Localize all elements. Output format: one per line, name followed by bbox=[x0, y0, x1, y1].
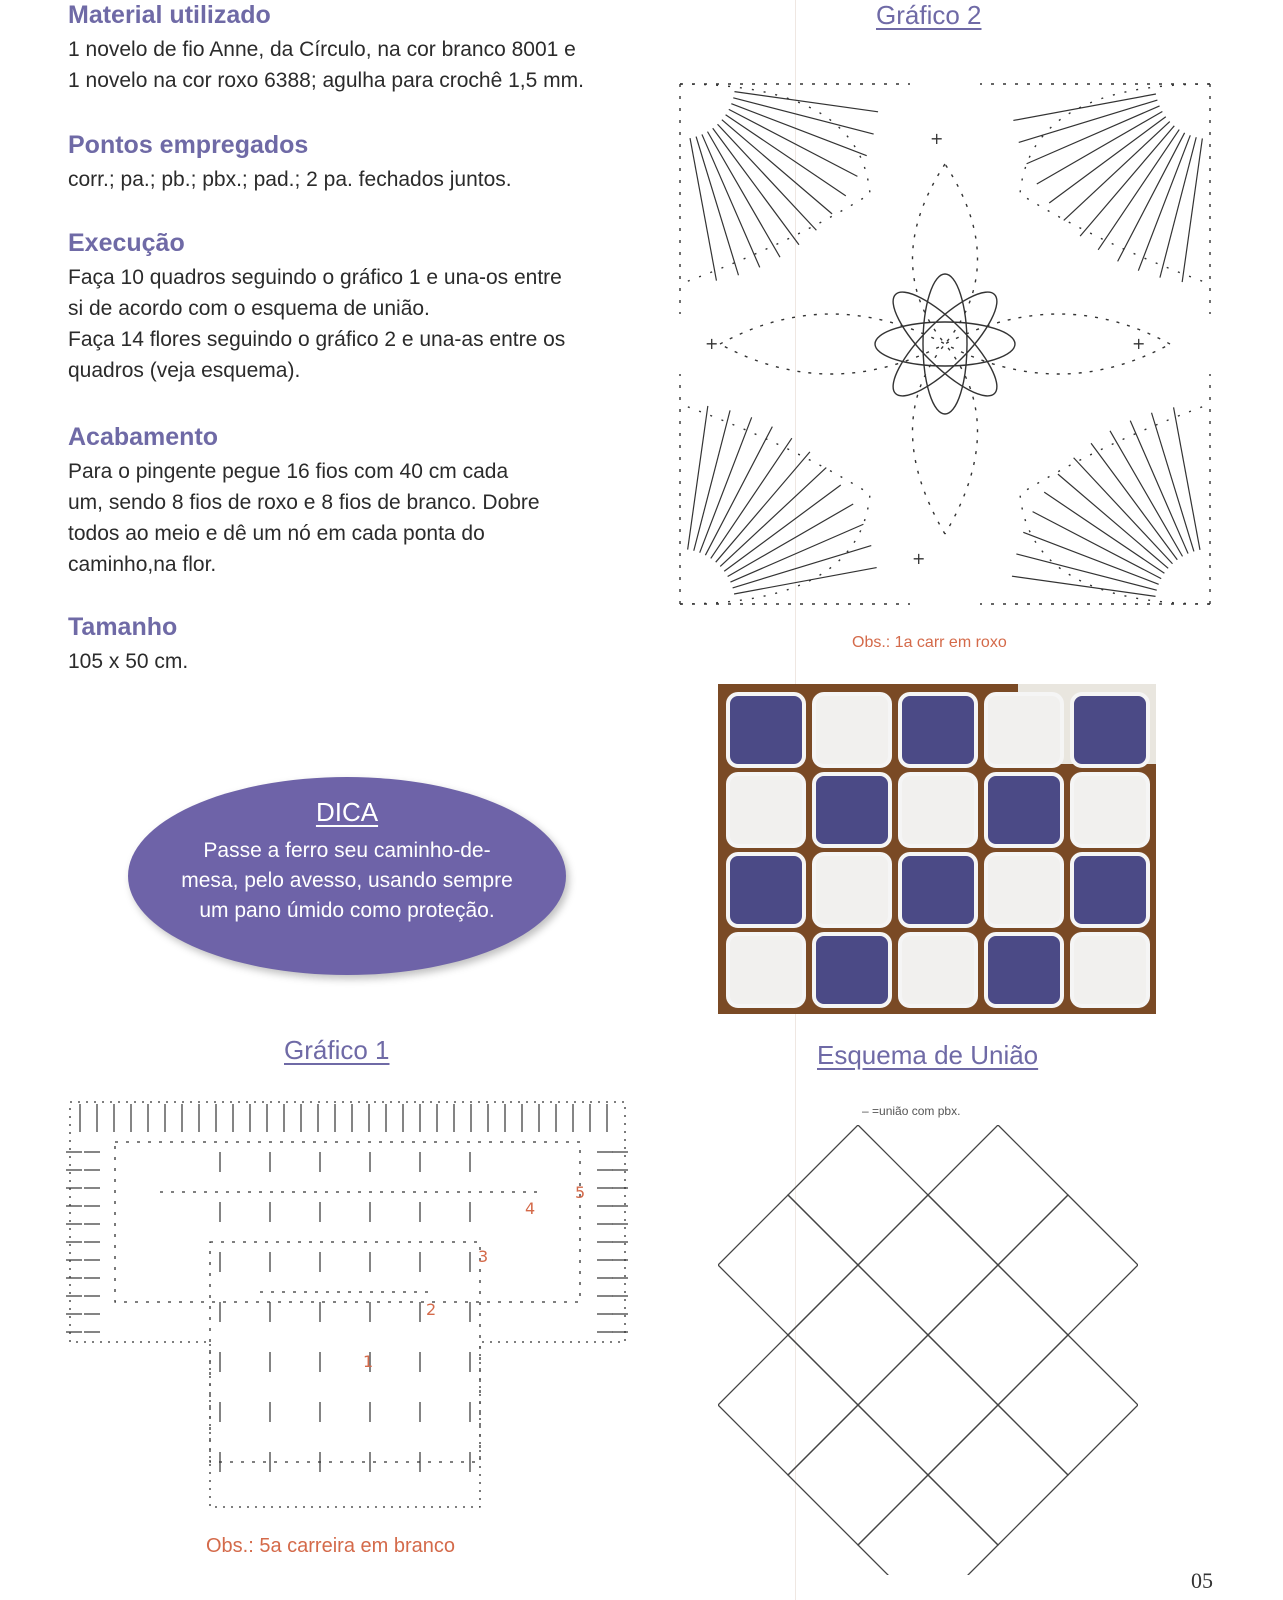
page-number: 05 bbox=[1191, 1568, 1213, 1593]
photo-purple-square bbox=[814, 934, 890, 1006]
symbol-plus: + bbox=[705, 334, 719, 353]
text-line: 105 x 50 cm. bbox=[68, 650, 189, 673]
stitch-line bbox=[726, 115, 846, 196]
dica-text: Passe a ferro seu caminho-de-mesa, pelo avesso, usando sempre um pano úmido como proteção. bbox=[181, 839, 513, 922]
square-motif bbox=[998, 1335, 1138, 1475]
photo-white-flower bbox=[900, 934, 976, 1006]
esquema-title: Esquema de União bbox=[817, 1040, 1039, 1070]
photo-purple-square bbox=[986, 774, 1062, 846]
crochet-photo bbox=[718, 684, 1156, 1014]
stitch-line bbox=[1110, 431, 1183, 557]
flower-motif bbox=[718, 1195, 858, 1335]
stitch-line bbox=[694, 410, 730, 550]
text-line: caminho,na flor. bbox=[68, 553, 217, 576]
grafico-2-title: Gráfico 2 bbox=[876, 0, 982, 30]
text-line: si de acordo com o esquema de união. bbox=[68, 297, 430, 320]
stitch-line bbox=[1064, 122, 1170, 221]
flower-motif bbox=[998, 1195, 1138, 1335]
photo-purple-square bbox=[986, 934, 1062, 1006]
crochet-photo-illustration bbox=[718, 684, 1156, 1014]
photo-white-flower bbox=[986, 694, 1062, 766]
square-motif bbox=[718, 1335, 858, 1475]
section-execucao bbox=[68, 228, 628, 386]
stitch-line bbox=[1012, 576, 1156, 596]
photo-purple-square bbox=[1072, 854, 1148, 926]
section-pontos bbox=[68, 130, 628, 195]
section-body bbox=[68, 262, 628, 386]
row-number: 5 bbox=[575, 1183, 586, 1202]
stitch-line bbox=[720, 468, 826, 567]
text-line: todos ao meio e dê um nó em cada ponta do bbox=[68, 522, 485, 545]
photo-purple-square bbox=[814, 774, 890, 846]
stitch-line bbox=[733, 98, 873, 134]
text-line: corr.; pa.; pb.; pbx.; pad.; 2 pa. fechados juntos. bbox=[68, 168, 512, 191]
stitch-line bbox=[1160, 137, 1196, 277]
photo-white-flower bbox=[1072, 774, 1148, 846]
stitch-line bbox=[1049, 117, 1166, 203]
square-motif bbox=[858, 1195, 998, 1335]
stitch-line bbox=[718, 124, 817, 230]
fan-top-left bbox=[680, 84, 910, 314]
row-number: 4 bbox=[525, 1199, 536, 1218]
text-line: Para o pingente pegue 16 fios com 40 cm cada bbox=[68, 460, 509, 483]
text-line: Faça 10 quadros seguindo o gráfico 1 e una-os entre bbox=[68, 266, 562, 289]
row-number: 3 bbox=[478, 1247, 489, 1266]
row-number: 2 bbox=[426, 1300, 437, 1319]
stitch-line bbox=[711, 438, 792, 558]
stitch-line bbox=[1044, 492, 1164, 573]
row-number: 1 bbox=[363, 1352, 374, 1371]
symbol-plus: + bbox=[930, 129, 944, 148]
section-body bbox=[68, 34, 628, 96]
grafico-2-obs: Obs.: 1a carr em roxo bbox=[852, 634, 1007, 651]
flower-motif bbox=[858, 1475, 998, 1575]
dica-title: DICA bbox=[315, 797, 379, 827]
flower-motif bbox=[928, 1265, 1068, 1405]
photo-purple-square bbox=[728, 694, 804, 766]
flower-motif bbox=[788, 1125, 928, 1265]
fan-bottom-left bbox=[680, 374, 910, 604]
photo-white-flower bbox=[728, 774, 804, 846]
flower-motif bbox=[788, 1405, 928, 1545]
stitch-line bbox=[1016, 554, 1156, 590]
symbol-plus: + bbox=[1132, 334, 1146, 353]
stitch-line bbox=[688, 406, 708, 550]
square-motif bbox=[788, 1265, 928, 1405]
stitch-line bbox=[1023, 532, 1158, 584]
stitch-line bbox=[734, 92, 878, 112]
fan-top-right bbox=[980, 84, 1210, 314]
text-line: quadros (veja esquema). bbox=[68, 359, 301, 382]
photo-white-flower bbox=[814, 854, 890, 926]
photo-white-flower bbox=[814, 694, 890, 766]
symbol-plus: + bbox=[912, 549, 926, 568]
section-body bbox=[68, 456, 628, 580]
esquema-legend: – =união com pbx. bbox=[862, 1104, 961, 1118]
section-body bbox=[68, 164, 628, 195]
stitch-line bbox=[1074, 458, 1173, 564]
stitch-line bbox=[1037, 112, 1163, 185]
stitch-line bbox=[731, 104, 866, 156]
fan-bottom-right bbox=[980, 374, 1210, 604]
flower-motif bbox=[858, 1335, 998, 1475]
section-body bbox=[68, 646, 628, 677]
stitch-line bbox=[1182, 138, 1202, 282]
grafico-2-diagram bbox=[660, 64, 1230, 624]
photo-white-flower bbox=[1072, 934, 1148, 1006]
stitch-line bbox=[1091, 443, 1177, 560]
stitch-line bbox=[728, 504, 854, 577]
stitch-line bbox=[724, 485, 841, 571]
text-line: 1 novelo na cor roxo 6388; agulha para crochê 1,5 mm. bbox=[68, 69, 584, 92]
grafico-1-diagram bbox=[60, 1092, 640, 1522]
section-title: Pontos empregados bbox=[68, 131, 309, 159]
photo-white-flower bbox=[986, 854, 1062, 926]
section-material bbox=[68, 0, 628, 96]
photo-purple-square bbox=[1072, 694, 1148, 766]
photo-white-flower bbox=[728, 934, 804, 1006]
text-line: Faça 14 flores seguindo o gráfico 2 e una-as entre os bbox=[68, 328, 566, 351]
section-title: Execução bbox=[68, 229, 185, 257]
stitch-line bbox=[1138, 135, 1190, 270]
photo-white-flower bbox=[900, 774, 976, 846]
photo-purple-square bbox=[900, 694, 976, 766]
section-title: Tamanho bbox=[68, 613, 178, 641]
stitch-line bbox=[1098, 130, 1179, 250]
stitch-line bbox=[713, 128, 799, 245]
text-line: um, sendo 8 fios de roxo e 8 fios de branco. Dobre bbox=[68, 491, 540, 514]
grafico-1-obs: Obs.: 5a carreira em branco bbox=[206, 1535, 455, 1557]
square-motif bbox=[928, 1405, 1068, 1545]
square-motif bbox=[928, 1125, 1068, 1265]
esquema-diagram bbox=[718, 1125, 1138, 1575]
section-acabamento bbox=[68, 422, 628, 580]
grafico-1-title: Gráfico 1 bbox=[284, 1035, 390, 1065]
photo-purple-square bbox=[728, 854, 804, 926]
stitch-line bbox=[708, 132, 781, 258]
photo-purple-square bbox=[900, 854, 976, 926]
text-line: 1 novelo de fio Anne, da Círculo, na cor branco 8001 e bbox=[68, 38, 576, 61]
section-title: Material utilizado bbox=[68, 1, 271, 29]
section-tamanho bbox=[68, 612, 628, 677]
section-title: Acabamento bbox=[68, 423, 219, 451]
stitch-line bbox=[700, 417, 752, 552]
dica-bubble bbox=[128, 777, 566, 975]
